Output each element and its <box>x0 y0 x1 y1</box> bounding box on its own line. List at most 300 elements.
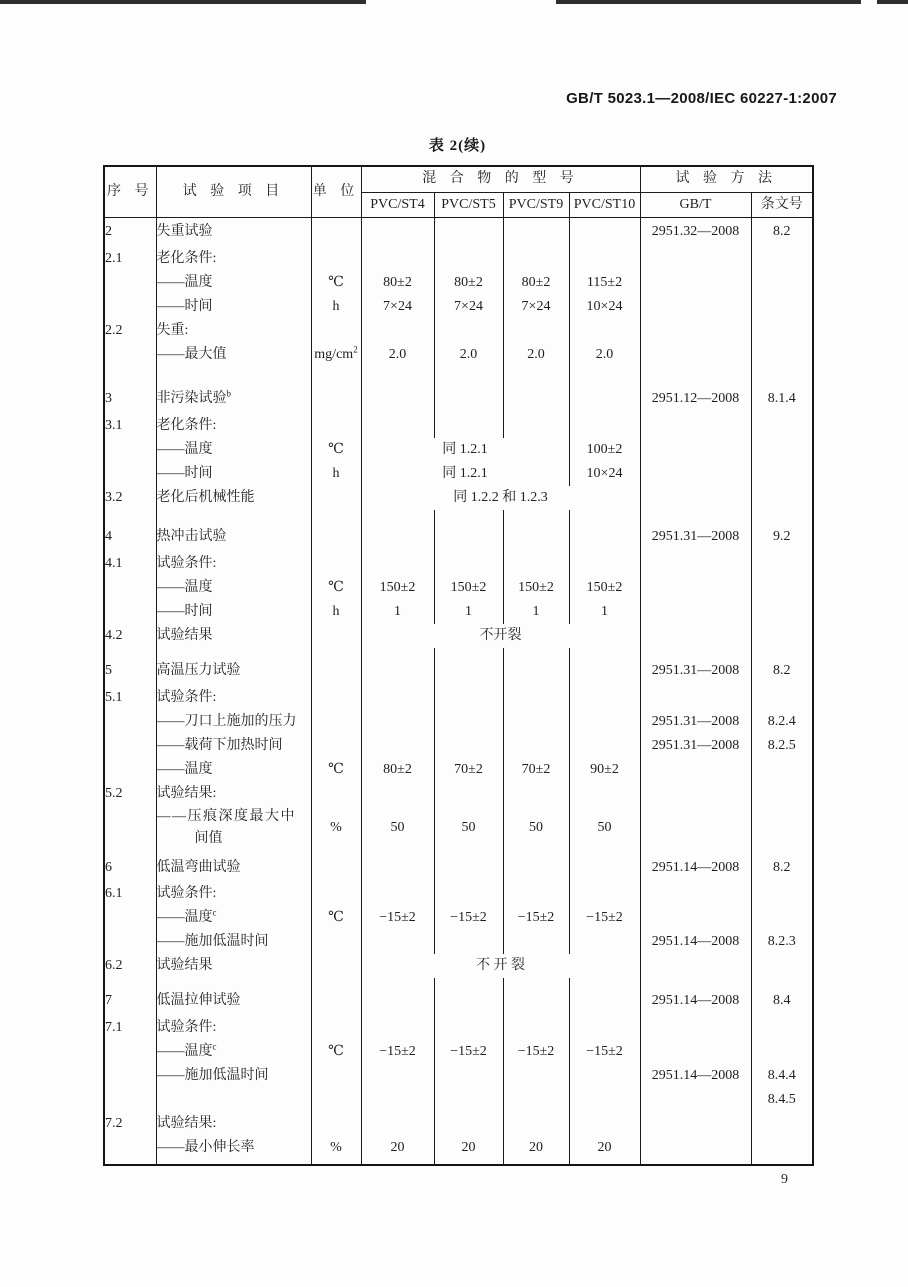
cell-item <box>156 271 311 295</box>
cell-value-pvcst4 <box>361 854 434 882</box>
item-text: 老化条件: <box>156 251 217 266</box>
item-text: 失重: <box>156 323 189 338</box>
item-text: 失重试验 <box>156 224 213 240</box>
cell-unit <box>311 930 361 954</box>
col-header-clause: 条文号 <box>751 192 813 217</box>
cell-value-pvcst10: 50 <box>569 806 640 850</box>
cell-item <box>156 1040 311 1064</box>
cell-serial <box>104 462 156 486</box>
cell-value-pvcst5 <box>434 384 503 414</box>
table-row <box>104 624 813 648</box>
cell-value-pvcst5 <box>434 710 503 734</box>
cell-value-pvcst10 <box>569 384 640 414</box>
cell-unit <box>311 986 361 1016</box>
cell-clause-number <box>751 1136 813 1160</box>
cell-value-pvcst5 <box>434 552 503 576</box>
table-row <box>104 462 813 486</box>
spacer-cell <box>503 648 569 656</box>
cell-value-pvcst10 <box>569 522 640 552</box>
cell-serial: 5.2 <box>104 782 156 806</box>
cell-gbt-standard <box>640 295 751 319</box>
cell-value-pvcst4: 20 <box>361 1136 434 1160</box>
cell-gbt-standard <box>640 806 751 850</box>
cell-value-pvcst4 <box>361 522 434 552</box>
cell-value-pvcst5 <box>434 1016 503 1040</box>
cell-item <box>156 906 311 930</box>
col-header-pvc-st9: PVC/ST9 <box>503 192 569 217</box>
cell-unit <box>311 882 361 906</box>
cell-value-pvcst10 <box>569 710 640 734</box>
cell-clause-number: 9.2 <box>751 522 813 552</box>
cell-value-pvcst9 <box>503 522 569 552</box>
item-text: 老化条件: <box>156 418 217 433</box>
cell-clause-number <box>751 600 813 624</box>
cell-value-pvcst5 <box>434 1088 503 1112</box>
spacer-cell <box>569 978 640 986</box>
cell-clause-number: 8.4 <box>751 986 813 1016</box>
cell-unit <box>311 384 361 414</box>
footnote-marker: c <box>212 1041 217 1052</box>
table-row <box>104 319 813 343</box>
cell-serial: 2 <box>104 217 156 247</box>
footnote-marker: c <box>212 907 217 918</box>
table-row <box>104 954 813 978</box>
cell-clause-number <box>751 414 813 438</box>
spacer-cell <box>640 367 751 384</box>
cell-unit: h <box>311 295 361 319</box>
cell-item <box>156 217 311 247</box>
cell-serial: 6 <box>104 854 156 882</box>
cell-item <box>156 986 311 1016</box>
cell-unit: ℃ <box>311 758 361 782</box>
cell-unit <box>311 854 361 882</box>
cell-unit <box>311 734 361 758</box>
col-header-mixture-type: 混 合 物 的 型 号 <box>361 166 640 192</box>
spacer-cell <box>640 510 751 522</box>
cell-value-pvcst10 <box>569 854 640 882</box>
table-row <box>104 930 813 954</box>
cell-value-pvcst4 <box>361 782 434 806</box>
cell-value-pvcst4 <box>361 217 434 247</box>
item-text: 低温弯曲试验 <box>156 860 241 875</box>
cell-value-pvcst4 <box>361 1088 434 1112</box>
cell-serial: 4 <box>104 522 156 552</box>
cell-gbt-standard <box>640 1112 751 1136</box>
cell-item <box>156 295 311 319</box>
table-row <box>104 882 813 906</box>
cell-span-value: 不开裂 <box>361 624 640 648</box>
table-row <box>104 384 813 414</box>
cell-clause-number <box>751 806 813 850</box>
cell-item <box>156 438 311 462</box>
table-title: 表 2(续) <box>428 138 487 154</box>
cell-unit: h <box>311 600 361 624</box>
cell-unit <box>311 1064 361 1088</box>
cell-value-pvcst4 <box>361 710 434 734</box>
cell-value-pvcst5: 50 <box>434 806 503 850</box>
cell-gbt-standard <box>640 1088 751 1112</box>
cell-value-pvcst9: 50 <box>503 806 569 850</box>
item-text: 试验条件: <box>156 886 217 901</box>
cell-value-pvcst5 <box>434 882 503 906</box>
cell-value-pvcst4: −15±2 <box>361 1040 434 1064</box>
cell-value-pvcst10: 90±2 <box>569 758 640 782</box>
cell-value-pvcst9 <box>503 414 569 438</box>
cell-unit <box>311 319 361 343</box>
spacer-cell <box>361 648 434 656</box>
table-row <box>104 906 813 930</box>
table-row <box>104 295 813 319</box>
cell-value-pvcst4 <box>361 882 434 906</box>
cell-serial: 4.1 <box>104 552 156 576</box>
cell-value-pvcst9: 7×24 <box>503 295 569 319</box>
cell-unit <box>311 217 361 247</box>
cell-clause-number <box>751 295 813 319</box>
cell-gbt-standard <box>640 600 751 624</box>
cell-serial: 6.1 <box>104 882 156 906</box>
table-row <box>104 247 813 271</box>
cell-clause-number <box>751 343 813 367</box>
cell-unit <box>311 710 361 734</box>
spacer-cell <box>640 1160 751 1165</box>
cell-unit <box>311 954 361 978</box>
cell-value-pvcst4: 80±2 <box>361 758 434 782</box>
spacer-cell <box>311 648 361 656</box>
cell-value-pvcst9 <box>503 734 569 758</box>
cell-value-pvcst4 <box>361 247 434 271</box>
cell-unit: ℃ <box>311 438 361 462</box>
cell-clause-number <box>751 906 813 930</box>
item-text: 热冲击试验 <box>156 529 227 544</box>
cell-value-pvcst5 <box>434 1112 503 1136</box>
cell-value-pvcst10: −15±2 <box>569 906 640 930</box>
cell-item <box>156 462 311 486</box>
cell-value-pvcst10 <box>569 986 640 1016</box>
cell-value-pvcst5: 70±2 <box>434 758 503 782</box>
cell-item <box>156 882 311 906</box>
footnote-marker: b <box>226 388 231 399</box>
item-text: 试验结果: <box>156 1116 217 1131</box>
spacer-cell <box>751 1160 813 1165</box>
item-text: 高温压力试验 <box>156 663 241 678</box>
cell-item <box>156 1064 311 1088</box>
item-text: ——温度 <box>156 762 213 777</box>
cell-clause-number <box>751 576 813 600</box>
cell-serial: 7 <box>104 986 156 1016</box>
cell-value-pvcst9 <box>503 986 569 1016</box>
col-header-test-item: 试 验 项 目 <box>156 166 311 217</box>
item-text: ——压痕深度最大中 <box>156 809 296 824</box>
cell-unit: ℃ <box>311 576 361 600</box>
cell-item <box>156 247 311 271</box>
cell-item <box>156 758 311 782</box>
cell-clause-number: 8.4.5 <box>751 1088 813 1112</box>
item-text: 试验结果 <box>156 628 213 643</box>
cell-value-pvcst5 <box>434 734 503 758</box>
cell-value-pvcst4 <box>361 734 434 758</box>
col-header-pvc-st4: PVC/ST4 <box>361 192 434 217</box>
cell-clause-number <box>751 758 813 782</box>
cell-value-pvcst9 <box>503 710 569 734</box>
cell-gbt-standard <box>640 319 751 343</box>
item-text: ——温度 <box>156 1044 213 1059</box>
spacer-cell <box>104 510 156 522</box>
cell-value-pvcst4: −15±2 <box>361 906 434 930</box>
cell-gbt-standard <box>640 552 751 576</box>
cell-gbt-standard <box>640 247 751 271</box>
cell-value-pvcst4: 50 <box>361 806 434 850</box>
cell-item <box>156 600 311 624</box>
table-row <box>104 986 813 1016</box>
cell-value-pvcst10 <box>569 217 640 247</box>
cell-serial <box>104 734 156 758</box>
cell-unit <box>311 782 361 806</box>
table-row <box>104 734 813 758</box>
cell-clause-number <box>751 1040 813 1064</box>
cell-clause-number <box>751 882 813 906</box>
cell-item <box>156 343 311 367</box>
cell-item <box>156 576 311 600</box>
cell-gbt-standard <box>640 882 751 906</box>
cell-gbt-standard: 2951.31—2008 <box>640 734 751 758</box>
spacer-cell <box>640 648 751 656</box>
cell-serial <box>104 758 156 782</box>
cell-item <box>156 1088 311 1112</box>
cell-gbt-standard <box>640 782 751 806</box>
col-header-serial: 序 号 <box>104 166 156 217</box>
item-text: ——施加低温时间 <box>156 934 269 949</box>
spacer-cell <box>434 978 503 986</box>
cell-value-pvcst4 <box>361 1112 434 1136</box>
cell-unit: $mg/cm^2$ <box>311 343 361 367</box>
cell-value-pvcst5 <box>434 986 503 1016</box>
item-text: 非污染试验 <box>156 391 227 406</box>
spacer-cell <box>434 1160 503 1165</box>
spacer-cell <box>361 978 434 986</box>
cell-value-pvcst4: 150±2 <box>361 576 434 600</box>
cell-value-pvcst5 <box>434 686 503 710</box>
cell-value-pvcst10 <box>569 552 640 576</box>
table-row <box>104 486 813 510</box>
spacer-cell <box>361 510 434 522</box>
cell-item <box>156 552 311 576</box>
cell-gbt-standard <box>640 758 751 782</box>
cell-item <box>156 319 311 343</box>
cell-gbt-standard <box>640 271 751 295</box>
cell-value-pvcst10: 1 <box>569 600 640 624</box>
spacer-cell <box>361 367 434 384</box>
spacer-row <box>104 510 813 522</box>
table-row <box>104 600 813 624</box>
cell-value-pvcst4 <box>361 986 434 1016</box>
item-text: ——施加低温时间 <box>156 1068 269 1083</box>
spacer-cell <box>503 978 569 986</box>
cell-clause-number: 8.2.5 <box>751 734 813 758</box>
cell-gbt-standard <box>640 576 751 600</box>
cell-value-pvcst9 <box>503 930 569 954</box>
cell-clause-number <box>751 1112 813 1136</box>
cell-clause-number: 8.2 <box>751 854 813 882</box>
item-text: 试验条件: <box>156 1020 217 1035</box>
spacer-row <box>104 367 813 384</box>
cell-clause-number <box>751 438 813 462</box>
cell-value-pvcst10 <box>569 782 640 806</box>
col-header-gbt: GB/T <box>640 192 751 217</box>
cell-clause-number <box>751 247 813 271</box>
table-row <box>104 576 813 600</box>
table-body <box>104 217 813 1165</box>
cell-item <box>156 734 311 758</box>
standard-number: GB/T 5023.1—2008/IEC 60227-1:2007 <box>566 90 837 107</box>
cell-clause-number <box>751 1016 813 1040</box>
cell-serial: 7.2 <box>104 1112 156 1136</box>
table-row <box>104 1136 813 1160</box>
cell-value-pvcst5 <box>434 854 503 882</box>
spacer-row <box>104 648 813 656</box>
cell-unit <box>311 1088 361 1112</box>
cell-value-pvcst9 <box>503 686 569 710</box>
cell-serial: 5 <box>104 656 156 686</box>
cell-value-pvcst5: 7×24 <box>434 295 503 319</box>
table-row <box>104 1064 813 1088</box>
cell-serial: 3 <box>104 384 156 414</box>
cell-item <box>156 806 311 850</box>
cell-clause-number <box>751 624 813 648</box>
spacer-cell <box>640 978 751 986</box>
cell-item <box>156 384 311 414</box>
cell-value-pvcst9: 1 <box>503 600 569 624</box>
cell-item <box>156 1016 311 1040</box>
cell-value-pvcst5 <box>434 782 503 806</box>
cell-unit <box>311 486 361 510</box>
cell-value-pvcst5 <box>434 319 503 343</box>
table-row <box>104 1040 813 1064</box>
header-row-1 <box>104 166 813 192</box>
cell-value-pvcst5: 150±2 <box>434 576 503 600</box>
cell-value-pvcst5: 20 <box>434 1136 503 1160</box>
cell-clause-number: 8.4.4 <box>751 1064 813 1088</box>
cell-value-pvcst10: 10×24 <box>569 295 640 319</box>
spacer-row <box>104 1160 813 1165</box>
cell-item <box>156 854 311 882</box>
spacer-cell <box>569 1160 640 1165</box>
spacer-cell <box>156 648 311 656</box>
cell-item <box>156 782 311 806</box>
cell-value-pvcst10 <box>569 319 640 343</box>
cell-value-pvcst9 <box>503 1064 569 1088</box>
cell-value-pvcst4 <box>361 552 434 576</box>
cell-value-pvcst10 <box>569 930 640 954</box>
item-text: ——温度 <box>156 910 213 925</box>
spacer-cell <box>751 648 813 656</box>
cell-item <box>156 710 311 734</box>
cell-gbt-standard: 2951.12—2008 <box>640 384 751 414</box>
cell-gbt-standard <box>640 954 751 978</box>
cell-value-pvcst9 <box>503 656 569 686</box>
table-row <box>104 686 813 710</box>
cell-serial <box>104 1064 156 1088</box>
cell-value-pvcst9: 150±2 <box>503 576 569 600</box>
cell-gbt-standard: 2951.31—2008 <box>640 522 751 552</box>
cell-value-pvcst5: 1 <box>434 600 503 624</box>
cell-value-pvcst4: 80±2 <box>361 271 434 295</box>
page-number: 9 <box>781 1172 788 1187</box>
cell-value-pvcst5 <box>434 217 503 247</box>
col-header-pvc-st5: PVC/ST5 <box>434 192 503 217</box>
spacer-cell <box>434 648 503 656</box>
item-text: 低温拉伸试验 <box>156 993 241 1008</box>
cell-value-pvcst9 <box>503 384 569 414</box>
cell-value-pvcst10 <box>569 247 640 271</box>
item-text: 试验条件: <box>156 556 217 571</box>
cell-serial: 7.1 <box>104 1016 156 1040</box>
cell-serial <box>104 1040 156 1064</box>
cell-unit: % <box>311 1136 361 1160</box>
cell-value-pvcst10: 100±2 <box>569 438 640 462</box>
spacer-cell <box>751 510 813 522</box>
cell-unit: % <box>311 806 361 850</box>
table-row <box>104 1088 813 1112</box>
cell-unit <box>311 1016 361 1040</box>
table-header <box>104 166 813 217</box>
table-row <box>104 271 813 295</box>
spacer-cell <box>751 367 813 384</box>
cell-value-pvcst9: 20 <box>503 1136 569 1160</box>
cell-unit <box>311 656 361 686</box>
cell-clause-number <box>751 486 813 510</box>
cell-span-value: 不 开 裂 <box>361 954 640 978</box>
cell-value-pvcst5: −15±2 <box>434 1040 503 1064</box>
cell-value-pvcst4 <box>361 319 434 343</box>
cell-unit <box>311 624 361 648</box>
spacer-cell <box>156 1160 311 1165</box>
cell-gbt-standard: 2951.31—2008 <box>640 710 751 734</box>
cell-value-pvcst4 <box>361 686 434 710</box>
cell-serial <box>104 295 156 319</box>
cell-value-pvcst4 <box>361 1064 434 1088</box>
cell-item <box>156 624 311 648</box>
cell-value-pvcst5: 2.0 <box>434 343 503 367</box>
table-row <box>104 438 813 462</box>
cell-value-pvcst10: 115±2 <box>569 271 640 295</box>
cell-gbt-standard <box>640 438 751 462</box>
cell-gbt-standard: 2951.14—2008 <box>640 986 751 1016</box>
cell-value-pvcst10: −15±2 <box>569 1040 640 1064</box>
cell-value-pvcst10: 20 <box>569 1136 640 1160</box>
cell-item <box>156 686 311 710</box>
cell-value-pvcst5 <box>434 1064 503 1088</box>
spacer-cell <box>311 1160 361 1165</box>
cell-serial: 6.2 <box>104 954 156 978</box>
table-row <box>104 710 813 734</box>
item-text: ——温度 <box>156 275 213 290</box>
table-row <box>104 343 813 367</box>
cell-serial <box>104 906 156 930</box>
cell-value-pvcst5 <box>434 930 503 954</box>
spacer-cell <box>104 1160 156 1165</box>
cell-clause-number: 8.2 <box>751 217 813 247</box>
cell-value-pvcst9: 70±2 <box>503 758 569 782</box>
item-text: ——时间 <box>156 299 213 314</box>
item-text: ——刀口上施加的压力 <box>156 714 297 729</box>
cell-value-pvcst9 <box>503 782 569 806</box>
cell-value-pvcst5 <box>434 414 503 438</box>
col-header-pvc-st10: PVC/ST10 <box>569 192 640 217</box>
cell-value-pvcst4 <box>361 930 434 954</box>
cell-serial: 2.1 <box>104 247 156 271</box>
test-requirements-table <box>103 165 814 1166</box>
cell-value-pvcst10 <box>569 882 640 906</box>
